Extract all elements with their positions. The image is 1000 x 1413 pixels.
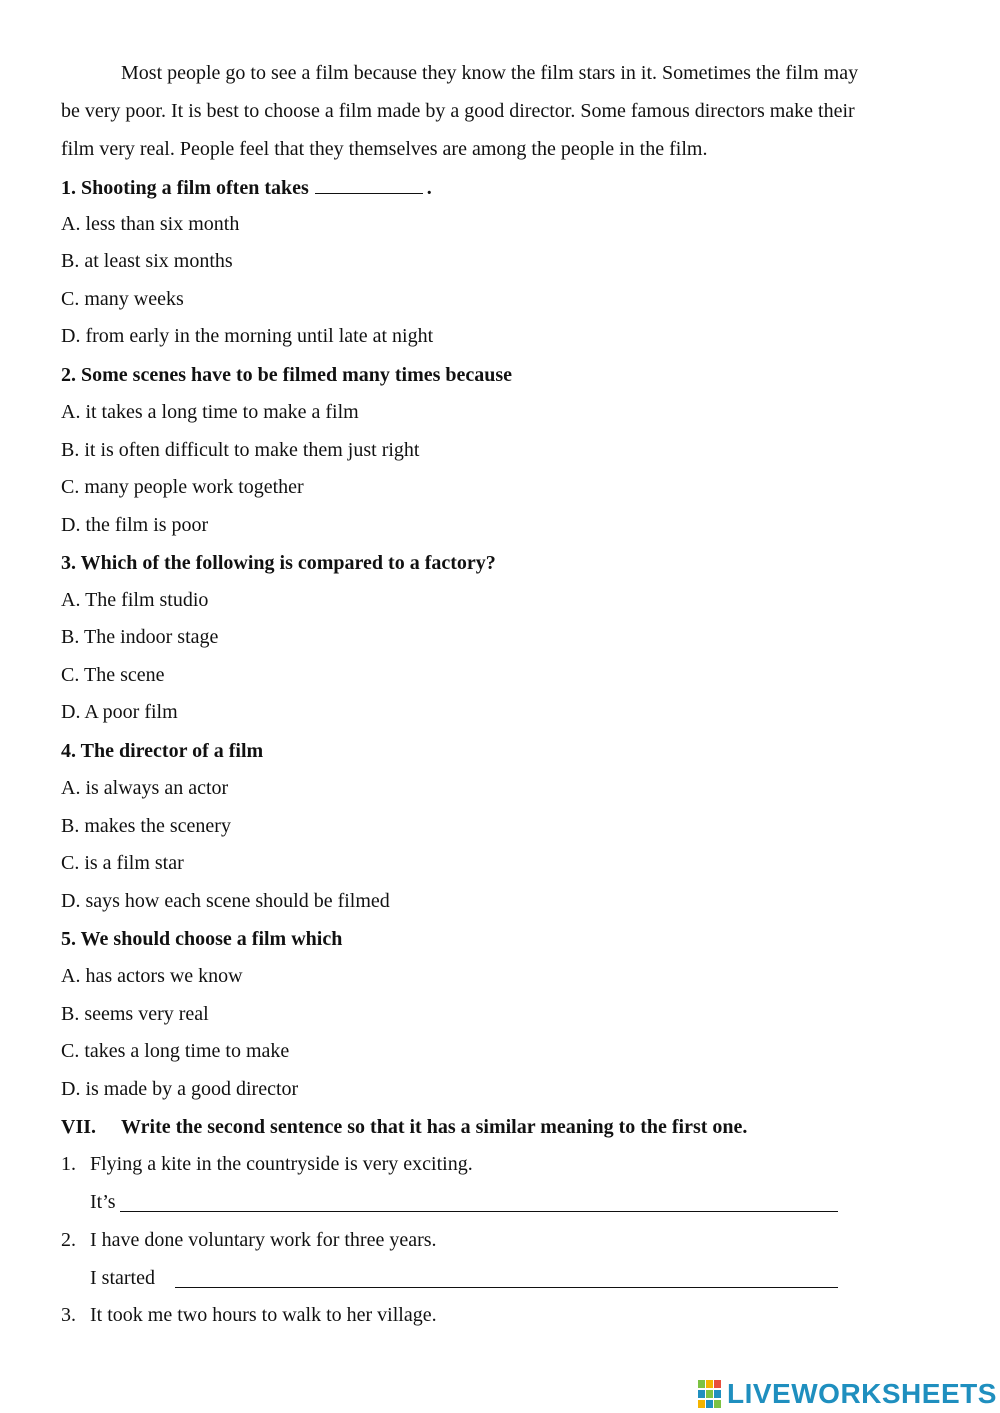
section-label: VII. — [61, 1116, 97, 1138]
option-4c: C. is a film star — [61, 852, 184, 874]
option-5c: C. takes a long time to make — [61, 1040, 290, 1062]
option-1b: B. at least six months — [61, 250, 233, 272]
question-1-end: . — [426, 177, 432, 199]
option-3a: A. The film studio — [61, 589, 209, 611]
question-1 — [61, 175, 432, 200]
option-1c: C. many weeks — [61, 288, 184, 310]
rewrite-3-sentence: It took me two hours to walk to her village. — [90, 1304, 437, 1326]
option-4d: D. says how each scene should be filmed — [61, 890, 390, 912]
question-1-text: 1. Shooting a film often takes — [61, 177, 309, 199]
question-5: 5. We should choose a film which — [61, 928, 343, 950]
option-3c: C. The scene — [61, 664, 165, 686]
option-3d: D. A poor film — [61, 701, 178, 723]
option-4a: A. is always an actor — [61, 777, 229, 799]
option-3b: B. The indoor stage — [61, 626, 219, 648]
option-1d: D. from early in the morning until late at night — [61, 325, 434, 347]
rewrite-2-answer-line[interactable] — [175, 1287, 838, 1288]
option-5d: D. is made by a good director — [61, 1078, 299, 1100]
passage-line-2: be very poor. It is best to choose a film made by a good director. Some famous directors make their — [61, 100, 855, 122]
liveworksheets-logo-icon — [697, 1378, 723, 1410]
question-2: 2. Some scenes have to be filmed many times because — [61, 364, 513, 386]
option-2b: B. it is often difficult to make them just right — [61, 439, 420, 461]
option-5a: A. has actors we know — [61, 965, 243, 987]
option-4b: B. makes the scenery — [61, 815, 231, 837]
passage-line-1: Most people go to see a film because they know the film stars in it. Sometimes the film may — [121, 62, 859, 84]
liveworksheets-logo-text: LIVEWORKSHEETS — [727, 1378, 997, 1409]
answer-blank — [315, 175, 423, 194]
question-3: 3. Which of the following is compared to a factory? — [61, 552, 496, 574]
liveworksheets-logo — [697, 1377, 997, 1411]
rewrite-1-sentence: Flying a kite in the countryside is very exciting. — [90, 1153, 473, 1175]
option-5b: B. seems very real — [61, 1003, 209, 1025]
rewrite-2-sentence: I have done voluntary work for three years. — [90, 1229, 437, 1251]
passage-line-3: film very real. People feel that they themselves are among the people in the film. — [61, 138, 708, 160]
option-2a: A. it takes a long time to make a film — [61, 401, 359, 423]
rewrite-1-answer-line[interactable] — [120, 1211, 838, 1212]
section-title: Write the second sentence so that it has a similar meaning to the first one. — [121, 1116, 748, 1138]
option-1a: A. less than six month — [61, 213, 240, 235]
rewrite-2-start: I started — [90, 1267, 155, 1289]
option-2d: D. the film is poor — [61, 514, 209, 536]
rewrite-3-number: 3. — [61, 1304, 76, 1326]
option-2c: C. many people work together — [61, 476, 304, 498]
rewrite-1-number: 1. — [61, 1153, 76, 1175]
rewrite-1-start: It’s — [90, 1191, 116, 1213]
question-4: 4. The director of a film — [61, 740, 264, 762]
rewrite-2-number: 2. — [61, 1229, 76, 1251]
